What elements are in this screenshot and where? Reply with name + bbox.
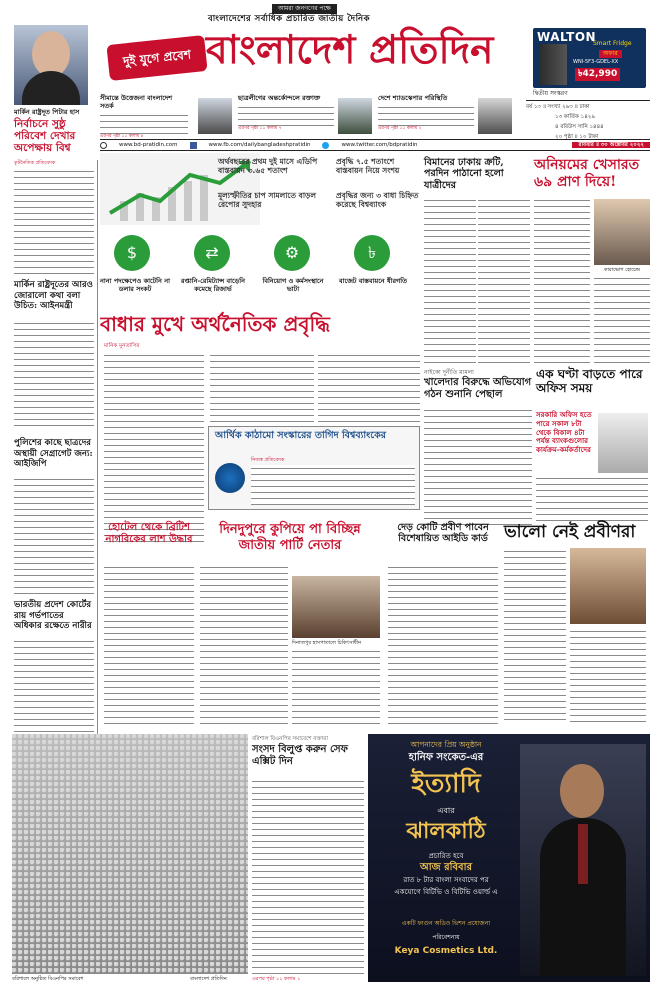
bnp-credit: বাংলাদেশ প্রতিদিন [190, 976, 227, 982]
economy-infographic [100, 153, 420, 311]
info-label-1: নানা পদক্ষেপেও কাটেনি না ডলার সংকট [100, 277, 170, 294]
mid-caption-h2: দিনাজপুর হাসপাতালে চিকিৎসাধীন [292, 640, 362, 646]
ityadi-location: ঝালকাঠি [406, 818, 486, 844]
mid-head2[interactable]: দিনদুপুরে কুপিয়ে পা বিচ্ছিন্ন জাতীয় পার্টি নেতার [219, 522, 361, 554]
mid-head3[interactable]: দেড় কোটি প্রবীণ পাবেন বিশেষায়িত আইডি কার্ড [397, 522, 489, 545]
teaser-row [100, 94, 524, 138]
teaser-2-title: ছাত্রলীগের অন্তর্কোন্দলে রক্তাক্ত [238, 94, 321, 102]
info-label-3: বিনিয়োগ ও কর্মসংস্থানে ভাটা [262, 277, 324, 294]
date-bn: ১৩ কার্তিক ১৪২৯ [555, 114, 595, 120]
ityadi-sponsor: Keya Cosmetics Ltd. [394, 946, 498, 956]
teaser-3-ref: এরপর পৃষ্ঠা ১১ কলাম ২ [378, 126, 422, 132]
sub-box-title: আর্থিক কাঠামো সংস্কারের তাগিদ বিশ্বব্যাংকের [215, 430, 386, 441]
left-head3[interactable]: ভারতীয় প্রদেশ কোর্টের রায় গর্ভপাতের অধিকার রক্ষেতে নারীর [14, 600, 92, 632]
teaser-1-photo [198, 98, 232, 134]
ityadi-line7: একযোগে বিটিভি ও বিটিভি ওয়ার্ল্ড এ [394, 888, 498, 896]
tagline: বাংলাদেশের সর্বাধিক প্রচারিত জাতীয় দৈনিক [208, 14, 371, 24]
walton-brand: WALTON [537, 30, 597, 44]
ityadi-ad[interactable] [368, 734, 650, 982]
story2-photo [594, 199, 650, 265]
badge-text: দুই যুগে প্রবেশ [122, 46, 192, 69]
teaser-3-photo [478, 98, 512, 134]
walton-product: Smart Fridge [593, 40, 632, 47]
info-label-4: বাজেট বাস্তবায়নে ধীরগতি [338, 277, 408, 285]
edition: দ্বিতীয় সংস্করণ [533, 90, 568, 97]
teaser-1[interactable] [100, 94, 188, 140]
ityadi-line1: আপনাদের প্রিয় অনুষ্ঠান [410, 740, 482, 749]
pages: ২০ পৃষ্ঠা ॥ ১০ টাকা [555, 134, 599, 140]
left-sub1[interactable]: মার্কিন রাষ্ট্রদূতের আরও জোরালো কথা বলা উচিত: আইনমন্ত্রী [14, 280, 93, 312]
story4-box: সরকারি অফিস হতে পারে সকাল ৮টা থেকে বিকাল ৪টা পর্যন্ত ব্যাংকগুলোর কার্যক্রম-কর্মকর্তাদের [536, 411, 592, 454]
teaser-2-photo [338, 98, 372, 134]
teaser-2-ref: এরপর পৃষ্ঠা ১১ কলাম ৭ [238, 126, 282, 132]
walton-model: WNI-5F3-GDEL-XX [573, 59, 619, 65]
info-bullet4: প্রবৃদ্ধির জন্য ৩ বাধা চিহ্নিত করেছে বিশ্বব্যাংক [336, 191, 419, 210]
masthead-title[interactable]: বাংলাদেশ প্রতিদিন [206, 27, 494, 73]
info-label-2: রপ্তানি-রেমিট্যান্স বাড়েনি কমেছে রিজার্ভ [180, 277, 246, 294]
story3-sub: নাইকো দুর্নীতি মামলা [424, 369, 474, 376]
globe-icon [100, 142, 107, 149]
story3-head[interactable]: খালেদার বিরুদ্ধে অভিযোগ গঠন শুনানি পেছাল [424, 377, 532, 400]
website-link[interactable]: www.bd-pratidin.com [119, 141, 178, 148]
info-icon-invest: ⚙ [274, 235, 310, 271]
left-name1: মার্কিন রাষ্ট্রদূত পিটার হাস [14, 108, 80, 116]
injured-man-photo [292, 576, 380, 638]
social-bar [100, 139, 650, 151]
story4-clock-image [598, 413, 648, 473]
left-head1[interactable]: নির্বাচনে সুষ্ঠু পরিবেশ দেখার অপেক্ষায় বিশ্ব [14, 118, 76, 155]
teaser-3[interactable] [378, 94, 474, 132]
ityadi-line3: এবার [437, 806, 455, 815]
day-label: রবিবার ॥ ৩০ অক্টোবর ২০২২ [572, 142, 650, 149]
story2-caption: কারাভোগ হোচেন্দ্র [603, 267, 641, 273]
sub-box-reporter: নিজস্ব প্রতিবেদক [251, 457, 285, 463]
ityadi-title: ইত্যাদি [411, 769, 481, 799]
left-head2[interactable]: পুলিশের কাছে ছাত্রদের অস্থায়ী সেগ্রাগেট জন্য: আইজিপি [14, 438, 93, 470]
ityadi-line5: আজ রবিবার [420, 862, 472, 873]
twitter-icon [322, 142, 329, 149]
mid-head1[interactable]: হোটেল থেকে ব্রিটিশ নাগরিকের লাশ উদ্ধার [105, 522, 193, 545]
main-body-1 [104, 352, 204, 542]
host-photo [520, 744, 646, 976]
ityadi-line2: হানিফ সংকেত-এর [408, 752, 484, 763]
info-icon-export: ⇄ [194, 235, 230, 271]
facebook-link[interactable]: www.fb.com/dailybangladeshpratidin [208, 141, 311, 148]
issue: বর্ষ ১৩ ॥ সংখ্যা ২৯৩ ॥ ঢাকা [526, 104, 590, 110]
info-icon-taka: ৳ [354, 235, 390, 271]
anniversary-badge [106, 35, 207, 81]
info-bullet2: মূল্যস্ফীতির চাপ সামলাতে বাড়ল রেপোর সুদহার [218, 191, 316, 210]
bnp-kicker: বরিশাল বিএনপির সমাবেশে বক্তারা [252, 736, 328, 742]
teaser-3-title: দেশে শ্যাডস্কেপার পরিস্থিতি [378, 94, 448, 102]
mid-head4[interactable]: ভালো নেই প্রবীণরা [504, 522, 636, 542]
main-body-2 [210, 352, 314, 422]
teaser-2[interactable] [238, 94, 334, 132]
elderly-hands-photo [570, 548, 646, 624]
info-bullet1: অর্থবছরের প্রথম দুই মাসে এডিপি বাস্তবায়ন ৩.৬৫ শতাংশ [218, 157, 318, 176]
right-stories [422, 153, 650, 553]
ityadi-line4: প্রচারিত হবে [428, 852, 464, 860]
continues-ref: এরপর পৃষ্ঠা ১১ কলাম ১ [252, 976, 301, 982]
bnp-caption: বরিশালে অনুষ্ঠিত বিএনপির সমাবেশ [12, 976, 84, 982]
ityadi-line6: রাত ৮ টার বাংলা সংবাদের পর [403, 876, 489, 884]
teaser-1-ref: এরপর পৃষ্ঠা ১১ কলাম ৪ [100, 134, 144, 140]
story1-head[interactable]: বিমানের ঢাকায় ক্রটি, পরদিন পাঠানো হলো যাত্রীদের [424, 157, 504, 191]
story2-head[interactable]: অনিয়মের খেসারত ৬৯ প্রাণ দিয়ে! [534, 157, 640, 190]
sub-box[interactable] [208, 426, 420, 510]
bnp-title[interactable]: সংসদ বিলুপ্ত করুন সেফ এক্সিট দিন [252, 744, 348, 767]
main-body-3 [318, 352, 420, 422]
bnp-rally-photo [12, 734, 248, 974]
walton-ad[interactable] [533, 28, 646, 88]
walton-price: ৳42,990 [575, 68, 620, 81]
middle-row [100, 518, 650, 728]
main-reporter: মানিক মুনতাসির [104, 343, 140, 349]
tagline-top: আমরা জনগণের পক্ষে [272, 4, 337, 14]
story4-head[interactable]: এক ঘণ্টা বাড়তে পারে অফিস সময় [536, 367, 643, 396]
info-icon-dollar: $ [114, 235, 150, 271]
teaser-1-title: সীমান্তে উত্তেজনা বাংলাদেশ সতর্ক [100, 94, 173, 111]
ambassador-photo [14, 25, 88, 105]
facebook-icon [190, 142, 197, 149]
walton-tag: অফার [599, 50, 622, 58]
info-bullet3: প্রবৃদ্ধি ৭.৫ শতাংশে বাস্তবায়ন নিয়ে সংশয় [336, 157, 400, 176]
globe-icon-large [215, 463, 245, 493]
ityadi-sponsor-label: পরিবেশনায় [432, 934, 460, 941]
date-hijri: ৪ রবিউস সানি ১৪৪৪ [555, 124, 604, 130]
main-headline[interactable]: বাধার মুখে অর্থনৈতিক প্রবৃদ্ধি [100, 312, 330, 336]
twitter-link[interactable]: www.twitter.com/bdpratidin [341, 141, 418, 148]
ityadi-sponsor-pre: একটি ফাগুন অডিও ভিশন প্রযোজনা [401, 920, 491, 927]
fridge-image [539, 44, 567, 85]
left-reporter1: কূটনৈতিক প্রতিবেদক [14, 160, 56, 166]
